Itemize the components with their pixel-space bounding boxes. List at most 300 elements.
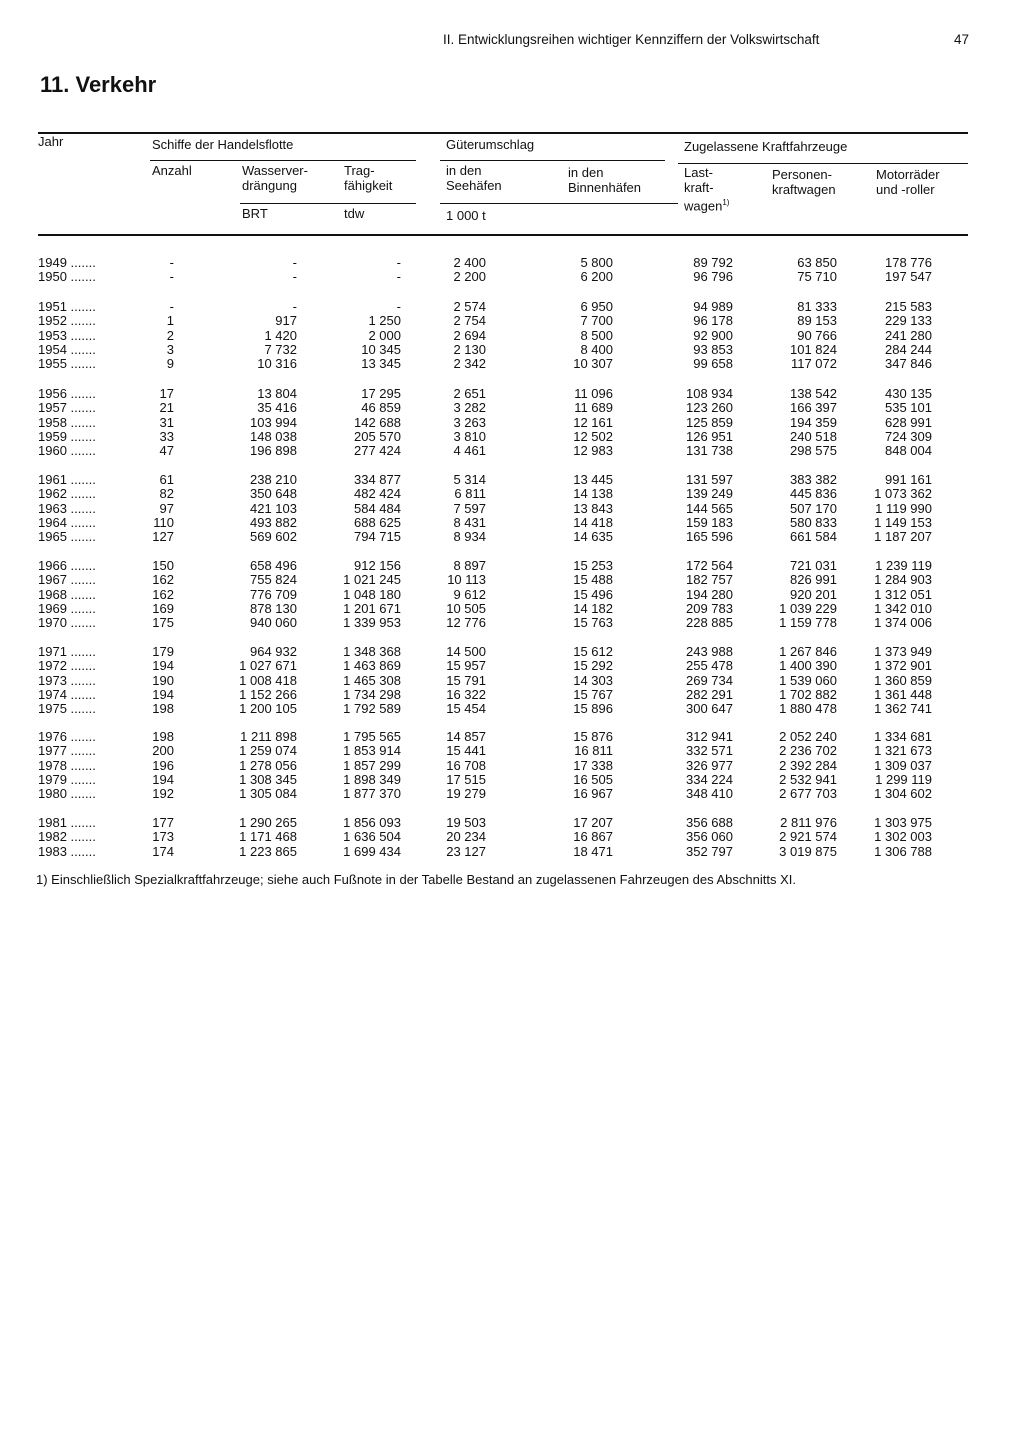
cell-wasser: 350 648	[250, 486, 297, 502]
cell-wasser: 1 200 105	[239, 701, 297, 717]
cell-see: 2 400	[453, 255, 486, 270]
cell-binnen: 6 200	[580, 269, 613, 285]
cell-anzahl: 2	[166, 327, 174, 343]
cell-moto: 241 280	[885, 327, 932, 343]
cell-pkw: 2 236 702	[779, 743, 837, 759]
cell-wasser: 421 103	[250, 500, 297, 516]
cell-lkw: 282 291	[686, 686, 733, 702]
cell-moto: 848 004	[885, 443, 932, 459]
cell-lkw: 243 988	[686, 644, 733, 659]
col-head-lkw-line3	[684, 195, 729, 213]
cell-pkw: 298 575	[790, 443, 837, 459]
cell-see: 2 694	[453, 327, 486, 343]
cell-pkw: 101 824	[790, 341, 837, 357]
cell-jahr: 1962 .......	[38, 486, 96, 502]
cell-jahr: 1960 .......	[38, 443, 96, 459]
cell-jahr: 1975 .......	[38, 701, 96, 717]
cell-lkw: 96 796	[693, 269, 733, 285]
cell-moto: 229 133	[885, 313, 932, 329]
cell-wasser: 964 932	[250, 644, 297, 659]
cell-binnen: 16 505	[573, 771, 613, 787]
unit-1000t: 1 000 t	[446, 208, 486, 223]
cell-jahr: 1973 .......	[38, 672, 96, 688]
cell-pkw: 920 201	[790, 586, 837, 602]
cell-trag: 1 857 299	[343, 757, 401, 773]
footnote-marker: 1)	[722, 198, 730, 207]
cell-see: 2 754	[453, 313, 486, 329]
cell-trag: 13 345	[361, 356, 401, 372]
cell-see: 10 113	[447, 572, 486, 588]
cell-see: 6 811	[454, 486, 486, 502]
cell-binnen: 15 496	[573, 586, 613, 602]
cell-trag: 1 465 308	[343, 672, 401, 688]
cell-trag: 142 688	[354, 414, 401, 430]
table-row	[0, 256, 1024, 270]
cell-lkw: 356 060	[686, 829, 733, 845]
cell-binnen: 15 763	[573, 615, 613, 631]
cell-pkw: 580 833	[790, 514, 837, 530]
cell-trag: 794 715	[354, 529, 401, 545]
cell-anzahl: 33	[159, 428, 174, 444]
cell-moto: 1 304 602	[874, 786, 932, 802]
cell-jahr: 1951 .......	[38, 299, 96, 314]
cell-pkw: 3 019 875	[779, 843, 837, 859]
group-head-fleet: Schiffe der Handelsflotte	[152, 137, 294, 152]
cell-moto: 1 073 362	[874, 486, 932, 502]
cell-jahr: 1957 .......	[38, 400, 96, 416]
cell-wasser: 148 038	[250, 428, 297, 444]
cell-anzahl: 196	[152, 757, 174, 773]
cell-jahr: 1970 .......	[38, 615, 96, 631]
table-row	[0, 602, 1024, 616]
cell-jahr: 1969 .......	[38, 600, 96, 616]
table-row	[0, 830, 1024, 844]
cell-trag: 1 734 298	[343, 686, 401, 702]
cell-trag: 1 463 869	[343, 658, 401, 674]
cell-anzahl: 190	[152, 672, 174, 688]
cell-lkw: 356 688	[686, 815, 733, 830]
table-row	[0, 502, 1024, 516]
cell-trag: 2 000	[368, 327, 401, 343]
cell-see: 20 234	[446, 829, 486, 845]
cell-trag: -	[396, 255, 401, 270]
cell-anzahl: 200	[152, 743, 174, 759]
cell-moto: 347 846	[885, 356, 932, 372]
cell-moto: 1 374 006	[874, 615, 932, 631]
cell-wasser: -	[292, 269, 297, 285]
table-top-rule	[38, 132, 968, 134]
col-head-moto-line2: und -roller	[876, 182, 935, 197]
cell-pkw: 2 052 240	[779, 729, 837, 744]
cell-moto: 215 583	[885, 299, 932, 314]
table-row	[0, 688, 1024, 702]
cell-wasser: 1 171 468	[239, 829, 297, 845]
cell-trag: 688 625	[354, 514, 401, 530]
cell-trag: 277 424	[354, 443, 401, 459]
cell-lkw: 96 178	[693, 313, 733, 329]
cell-anzahl: 198	[152, 729, 174, 744]
cell-moto: 1 361 448	[874, 686, 932, 702]
cell-lkw: 348 410	[686, 786, 733, 802]
cell-anzahl: 194	[152, 771, 174, 787]
col-head-see-line1: in den	[446, 163, 482, 178]
cell-anzahl: 31	[159, 414, 174, 430]
cell-jahr: 1967 .......	[38, 572, 96, 588]
cell-moto: 1 303 975	[874, 815, 932, 830]
cell-see: 14 857	[446, 729, 486, 744]
cell-moto: 1 312 051	[874, 586, 932, 602]
cell-trag: 46 859	[361, 400, 401, 416]
cell-lkw: 108 934	[686, 386, 733, 401]
cell-wasser: 755 824	[250, 572, 297, 588]
cell-wasser: 238 210	[250, 472, 297, 487]
cell-pkw: 63 850	[797, 255, 837, 270]
cell-wasser: 10 316	[257, 356, 297, 372]
cell-lkw: 131 738	[686, 443, 733, 459]
cell-pkw: 194 359	[790, 414, 837, 430]
cell-binnen: 15 488	[573, 572, 613, 588]
cell-anzahl: 3	[166, 341, 174, 357]
cell-binnen: 18 471	[573, 843, 613, 859]
cell-see: 15 441	[446, 743, 486, 759]
cell-see: 5 314	[453, 472, 486, 487]
cell-see: 7 597	[453, 500, 486, 516]
cell-pkw: 2 677 703	[779, 786, 837, 802]
table-row	[0, 487, 1024, 501]
cell-moto: 1 187 207	[874, 529, 932, 545]
cell-binnen: 15 767	[573, 686, 613, 702]
cell-binnen: 16 867	[573, 829, 613, 845]
cell-lkw: 312 941	[686, 729, 733, 744]
cell-lkw: 165 596	[686, 529, 733, 545]
cell-lkw: 123 260	[686, 400, 733, 416]
cell-jahr: 1966 .......	[38, 558, 96, 573]
cell-see: 2 574	[453, 299, 486, 314]
cell-moto: 1 373 949	[874, 644, 932, 659]
cell-trag: 1 636 504	[343, 829, 401, 845]
cell-pkw: 2 392 284	[779, 757, 837, 773]
cell-pkw: 1 039 229	[779, 600, 837, 616]
cell-jahr: 1949 .......	[38, 255, 96, 270]
cell-moto: 1 119 990	[875, 500, 932, 516]
cell-pkw: 166 397	[790, 400, 837, 416]
cell-moto: 1 302 003	[874, 829, 932, 845]
cell-moto: 628 991	[885, 414, 932, 430]
cell-jahr: 1963 .......	[38, 500, 96, 516]
table-row	[0, 530, 1024, 544]
cell-wasser: 1 259 074	[239, 743, 297, 759]
cell-trag: 1 853 914	[343, 743, 401, 759]
cell-jahr: 1954 .......	[38, 341, 96, 357]
cell-pkw: 826 991	[790, 572, 837, 588]
cell-lkw: 159 183	[686, 514, 733, 530]
cell-binnen: 11 689	[574, 400, 613, 416]
cell-wasser: 1 027 671	[239, 658, 297, 674]
table-row	[0, 816, 1024, 830]
cell-moto: 991 161	[885, 472, 932, 487]
cell-see: 17 515	[446, 771, 486, 787]
col-head-lkw-line3-text: wagen	[684, 198, 723, 214]
table-row	[0, 573, 1024, 587]
cell-jahr: 1977 .......	[38, 743, 96, 759]
cell-lkw: 144 565	[686, 500, 733, 516]
cell-pkw: 1 539 060	[779, 672, 837, 688]
cell-wasser: 493 882	[250, 514, 297, 530]
unit-tdw: tdw	[344, 206, 365, 221]
cell-wasser: -	[292, 299, 297, 314]
cell-binnen: 8 400	[580, 341, 613, 357]
cell-lkw: 194 280	[686, 586, 733, 602]
cell-jahr: 1979 .......	[38, 771, 96, 787]
cell-jahr: 1961 .......	[38, 472, 96, 487]
cell-binnen: 15 612	[573, 644, 613, 659]
cell-see: 19 503	[446, 815, 486, 830]
table-row	[0, 444, 1024, 458]
cell-wasser: 35 416	[257, 400, 297, 416]
cell-moto: 178 776	[885, 255, 932, 270]
cell-trag: 1 348 368	[343, 644, 401, 659]
table-row	[0, 645, 1024, 659]
table-row	[0, 357, 1024, 371]
table-row	[0, 674, 1024, 688]
col-head-pkw-line1: Personen-	[772, 167, 832, 182]
cargo-group-rule	[440, 160, 665, 161]
cell-jahr: 1959 .......	[38, 428, 96, 444]
cell-wasser: 1 278 056	[239, 757, 297, 773]
cell-wasser: 1 420	[264, 327, 297, 343]
cell-see: 8 934	[453, 529, 486, 545]
col-head-trag-line1: Trag-	[344, 163, 375, 178]
running-head: II. Entwicklungsreihen wichtiger Kennziffern der Volkswirtschaft	[443, 32, 820, 47]
cell-see: 2 342	[453, 356, 486, 372]
cell-binnen: 7 700	[580, 313, 613, 329]
cell-anzahl: 198	[152, 701, 174, 717]
table-row	[0, 401, 1024, 415]
cell-wasser: 940 060	[250, 615, 297, 631]
cell-moto: 724 309	[885, 428, 932, 444]
cell-binnen: 12 983	[573, 443, 613, 459]
cell-pkw: 507 170	[790, 500, 837, 516]
cell-moto: 1 309 037	[874, 757, 932, 773]
cell-lkw: 125 859	[686, 414, 733, 430]
cell-anzahl: 1	[166, 313, 174, 329]
cell-trag: -	[396, 269, 401, 285]
cell-trag: 205 570	[354, 428, 401, 444]
col-head-binnen-line1: in den	[568, 165, 604, 180]
cell-pkw: 383 382	[790, 472, 837, 487]
cell-see: 3 282	[453, 400, 486, 416]
cell-pkw: 2 921 574	[779, 829, 837, 845]
cell-pkw: 1 702 882	[779, 686, 837, 702]
cell-see: 3 810	[453, 428, 486, 444]
cell-pkw: 75 710	[797, 269, 837, 285]
cell-wasser: 776 709	[250, 586, 297, 602]
cell-lkw: 89 792	[693, 255, 733, 270]
cell-lkw: 228 885	[686, 615, 733, 631]
cell-anzahl: 177	[152, 815, 174, 830]
cell-anzahl: 150	[152, 558, 174, 573]
cell-binnen: 14 138	[573, 486, 613, 502]
cell-see: 4 461	[453, 443, 486, 459]
cell-moto: 1 299 119	[875, 771, 932, 787]
cell-see: 14 500	[446, 644, 486, 659]
cell-wasser: 1 211 898	[240, 729, 297, 744]
cell-lkw: 269 734	[686, 672, 733, 688]
cell-wasser: 1 290 265	[239, 815, 297, 830]
table-row	[0, 744, 1024, 758]
cell-trag: 584 484	[354, 500, 401, 516]
cell-lkw: 131 597	[686, 472, 733, 487]
cell-binnen: 10 307	[573, 356, 613, 372]
cell-pkw: 81 333	[797, 299, 837, 314]
cell-anzahl: -	[169, 269, 174, 285]
cell-anzahl: 162	[152, 572, 174, 588]
cell-anzahl: 192	[152, 786, 174, 802]
cell-binnen: 8 500	[580, 327, 613, 343]
cell-wasser: 196 898	[250, 443, 297, 459]
table-row	[0, 300, 1024, 314]
cell-pkw: 117 072	[790, 356, 837, 372]
cell-binnen: 11 096	[574, 386, 613, 401]
col-head-anzahl: Anzahl	[152, 163, 192, 178]
cell-trag: 1 877 370	[343, 786, 401, 802]
cell-see: 2 200	[453, 269, 486, 285]
cell-trag: 1 250	[368, 313, 401, 329]
cell-moto: 1 360 859	[874, 672, 932, 688]
cell-moto: 535 101	[885, 400, 932, 416]
cell-see: 23 127	[446, 843, 486, 859]
table-row	[0, 616, 1024, 630]
cell-trag: 1 792 589	[343, 701, 401, 717]
cell-pkw: 138 542	[790, 386, 837, 401]
table-row	[0, 559, 1024, 573]
cell-pkw: 2 532 941	[779, 771, 837, 787]
cell-binnen: 17 338	[573, 757, 613, 773]
table-row	[0, 430, 1024, 444]
cell-moto: 1 149 153	[874, 514, 932, 530]
cell-lkw: 94 989	[693, 299, 733, 314]
cell-see: 10 505	[446, 600, 486, 616]
cell-trag: -	[396, 299, 401, 314]
cell-trag: 17 295	[361, 386, 401, 401]
fleet-group-rule	[150, 160, 416, 161]
cell-jahr: 1980 .......	[38, 786, 96, 802]
cell-binnen: 14 303	[573, 672, 613, 688]
cell-wasser: -	[292, 255, 297, 270]
table-row	[0, 516, 1024, 530]
cell-jahr: 1952 .......	[38, 313, 96, 329]
table-row	[0, 702, 1024, 716]
cell-binnen: 15 292	[573, 658, 613, 674]
cell-pkw: 1 159 778	[779, 615, 837, 631]
table-row	[0, 473, 1024, 487]
cell-anzahl: 17	[159, 386, 174, 401]
cell-jahr: 1956 .......	[38, 386, 96, 401]
cell-trag: 912 156	[354, 558, 401, 573]
cell-see: 16 322	[446, 686, 486, 702]
col-head-moto-line1: Motorräder	[876, 167, 940, 182]
cell-see: 8 431	[453, 514, 486, 530]
col-head-trag	[344, 163, 392, 193]
cell-jahr: 1955 .......	[38, 356, 96, 372]
cell-lkw: 92 900	[693, 327, 733, 343]
cell-wasser: 103 994	[250, 414, 297, 430]
cell-moto: 284 244	[885, 341, 932, 357]
table-row	[0, 416, 1024, 430]
cell-see: 16 708	[446, 757, 486, 773]
cell-trag: 1 699 434	[343, 843, 401, 859]
cell-wasser: 569 602	[250, 529, 297, 545]
table-row	[0, 730, 1024, 744]
cell-lkw: 93 853	[693, 341, 733, 357]
cell-binnen: 5 800	[580, 255, 613, 270]
col-head-see	[446, 163, 502, 193]
col-head-lkw-line2: kraft-	[684, 180, 714, 195]
cell-binnen: 16 967	[573, 786, 613, 802]
cell-pkw: 721 031	[790, 558, 837, 573]
cell-jahr: 1968 .......	[38, 586, 96, 602]
cell-jahr: 1982 .......	[38, 829, 96, 845]
cell-lkw: 139 249	[686, 486, 733, 502]
cell-anzahl: 194	[152, 658, 174, 674]
cell-anzahl: -	[169, 299, 174, 314]
cell-trag: 1 201 671	[343, 600, 401, 616]
cell-binnen: 6 950	[580, 299, 613, 314]
cell-see: 9 612	[453, 586, 486, 602]
cell-jahr: 1983 .......	[38, 843, 96, 859]
unit-rule-fleet	[240, 203, 416, 204]
cell-jahr: 1964 .......	[38, 514, 96, 530]
cell-pkw: 1 267 846	[779, 644, 837, 659]
cell-anzahl: 82	[159, 486, 174, 502]
cell-see: 8 897	[453, 558, 486, 573]
cell-pkw: 1 400 390	[779, 658, 837, 674]
cell-see: 15 957	[446, 658, 486, 674]
cell-see: 15 791	[446, 672, 486, 688]
cell-see: 19 279	[446, 786, 486, 802]
cell-trag: 482 424	[354, 486, 401, 502]
cell-binnen: 16 811	[574, 743, 613, 759]
cell-anzahl: 162	[152, 586, 174, 602]
cell-anzahl: 47	[159, 443, 174, 459]
cell-trag: 1 898 349	[343, 771, 401, 787]
cell-moto: 197 547	[885, 269, 932, 285]
cell-see: 2 130	[453, 341, 486, 357]
table-row	[0, 845, 1024, 859]
cell-jahr: 1976 .......	[38, 729, 96, 744]
cell-anzahl: 61	[159, 472, 174, 487]
cell-anzahl: -	[169, 255, 174, 270]
col-head-lkw	[684, 165, 729, 213]
cell-binnen: 14 182	[573, 600, 613, 616]
table-row	[0, 659, 1024, 673]
col-head-binnen-line2: Binnenhäfen	[568, 180, 642, 195]
cell-jahr: 1958 .......	[38, 414, 96, 430]
col-head-pkw-line2: kraftwagen	[772, 182, 836, 197]
footnote: 1) Einschließlich Spezialkraftfahrzeuge; siehe auch Fußnote in der Tabelle Bestand an zugelassenen Fahrzeugen des Abschnitts XI.	[36, 872, 796, 887]
unit-rule-cargo	[440, 203, 678, 204]
cell-moto: 1 362 741	[874, 701, 932, 717]
cell-binnen: 15 253	[573, 558, 613, 573]
cell-wasser: 1 308 345	[239, 771, 297, 787]
cell-wasser: 13 804	[257, 386, 297, 401]
cell-binnen: 12 502	[573, 428, 613, 444]
cell-moto: 1 372 901	[874, 658, 932, 674]
cell-wasser: 917	[275, 313, 297, 329]
cell-lkw: 172 564	[686, 558, 733, 573]
cell-jahr: 1953 .......	[38, 327, 96, 343]
cell-jahr: 1971 .......	[38, 644, 96, 659]
